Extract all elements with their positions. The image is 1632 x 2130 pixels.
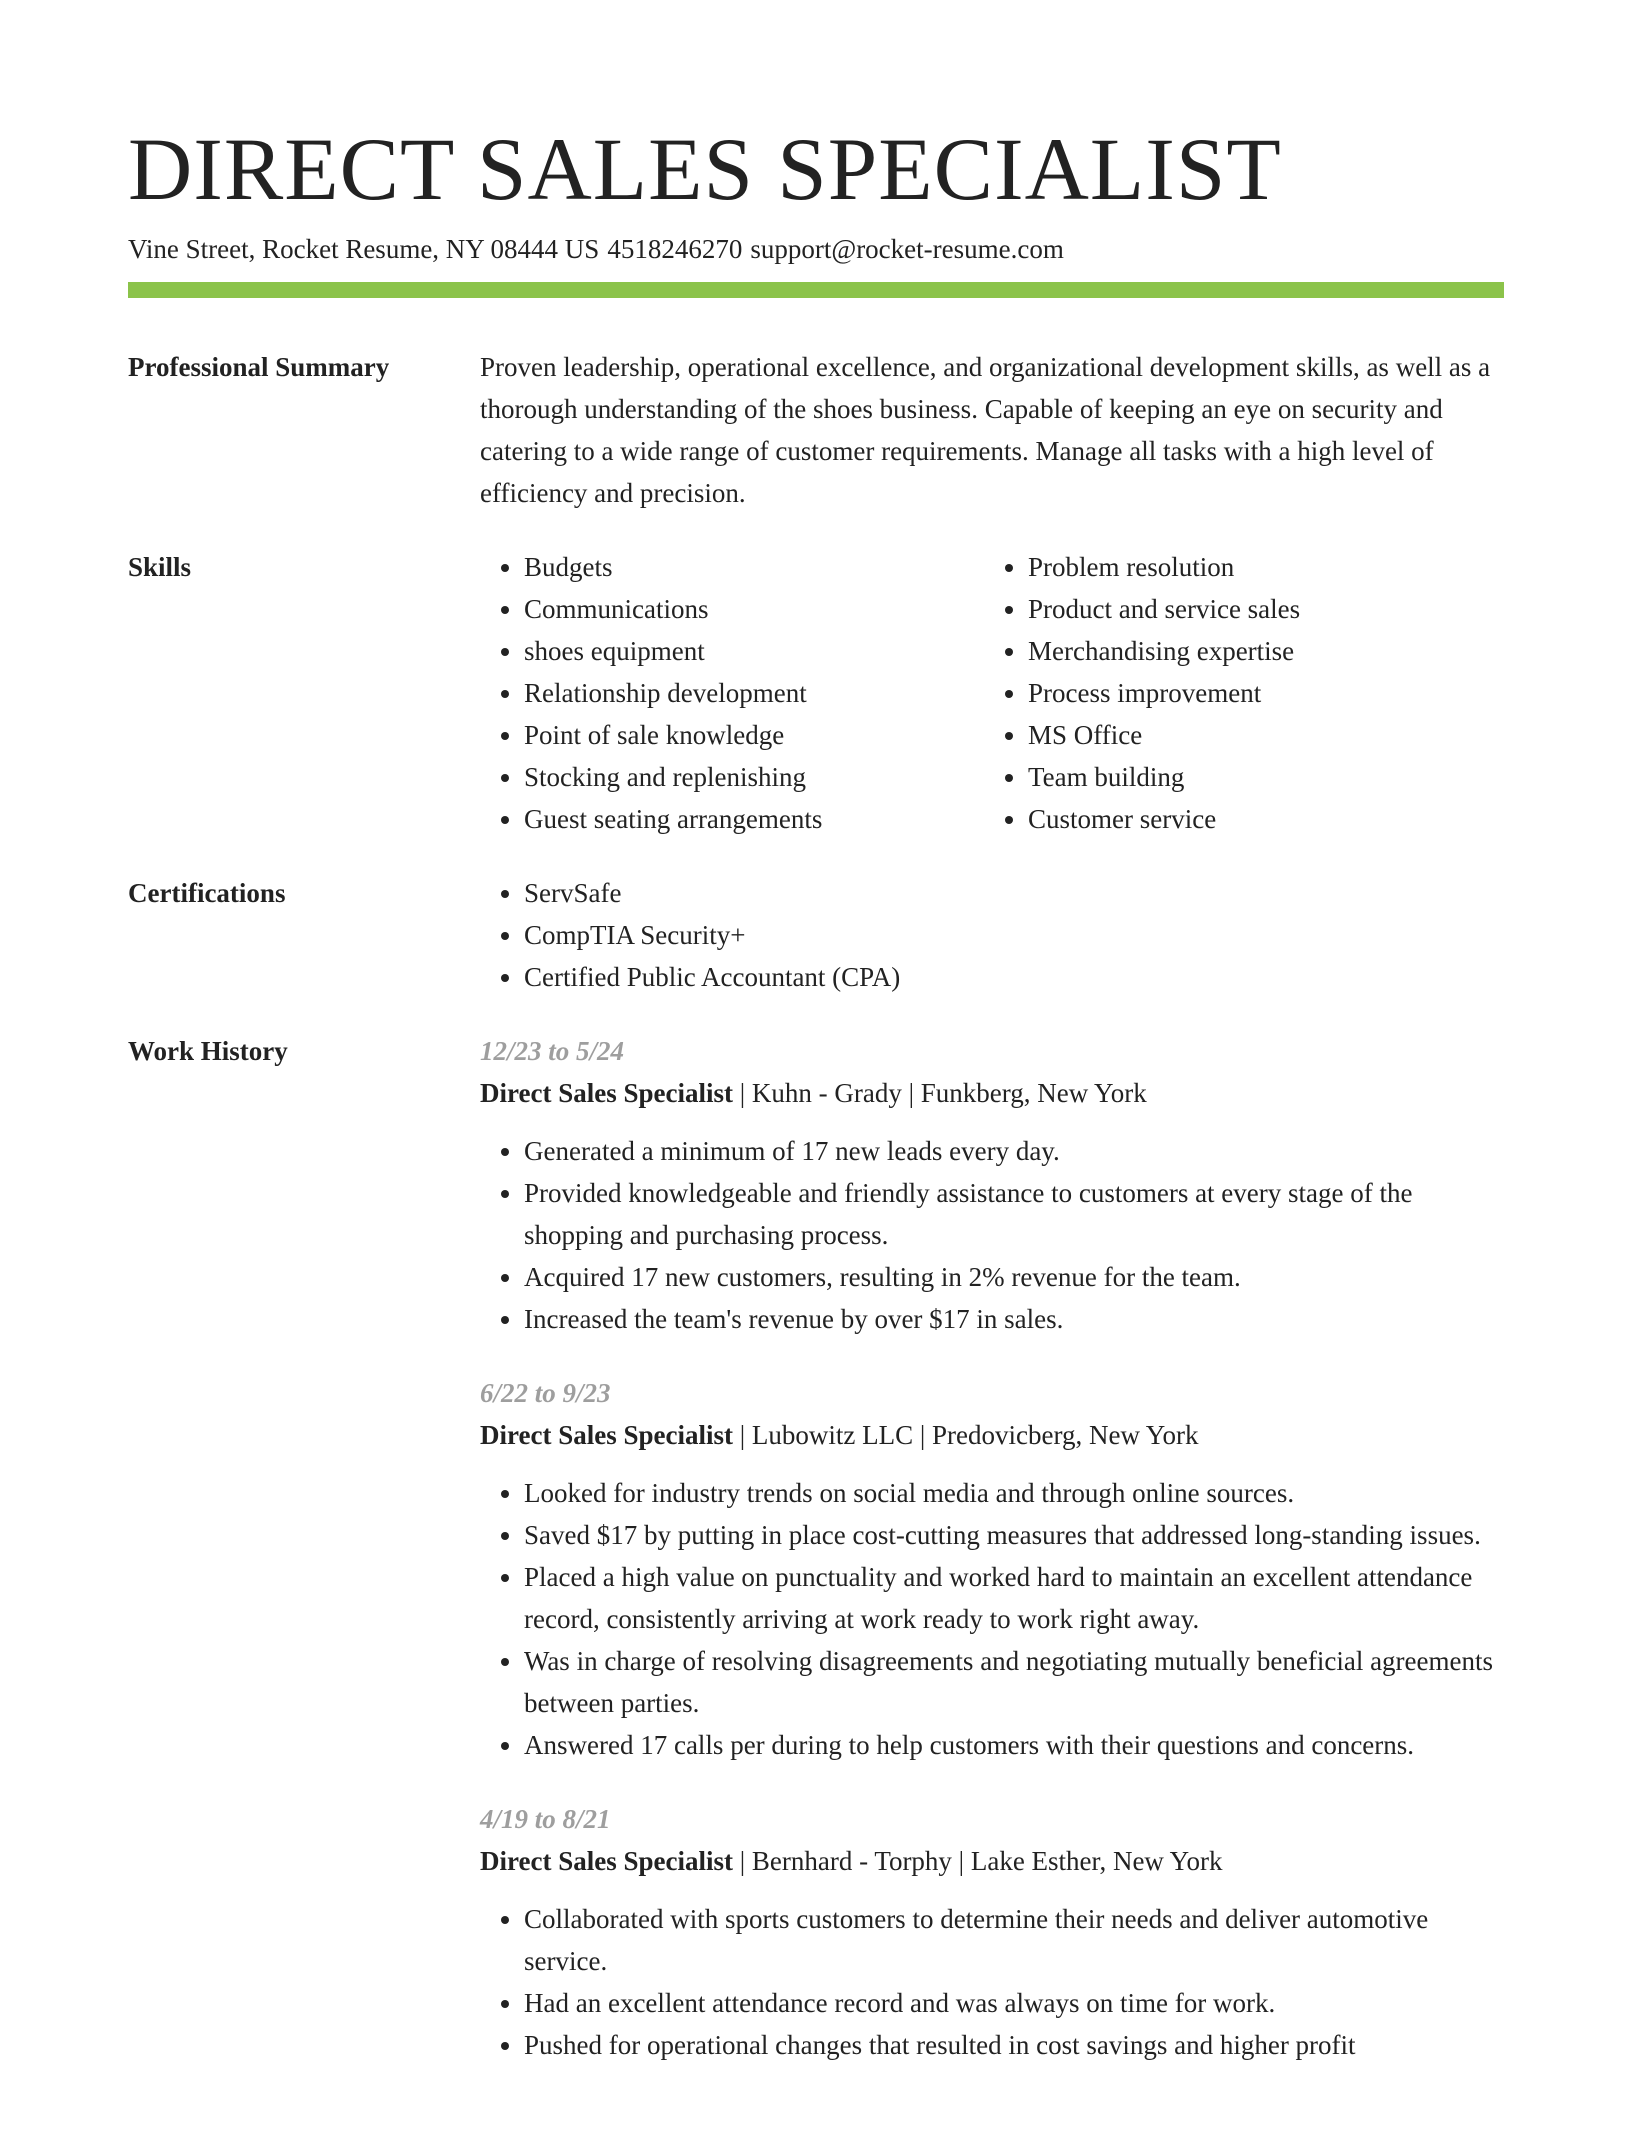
skill-item: • Problem resolution: [1028, 546, 1488, 588]
job-role: Direct Sales Specialist: [480, 1846, 733, 1876]
skills-list-right: [984, 546, 1488, 840]
skill-item: • MS Office: [1028, 714, 1488, 756]
certifications-section: [128, 872, 1504, 998]
skill-item: • Process improvement: [1028, 672, 1488, 714]
job-bullets: [480, 1130, 1504, 1340]
skill-item: • Stocking and replenishing: [524, 756, 984, 798]
job-entry: [480, 1030, 1504, 1340]
skill-item: • Team building: [1028, 756, 1488, 798]
contact-line: [128, 232, 1504, 266]
job-dates: 12/23 to 5/24: [480, 1036, 625, 1066]
job-heading: [480, 1072, 1504, 1114]
certification-item: • Certified Public Accountant (CPA): [524, 956, 1504, 998]
skill-item: • Merchandising expertise: [1028, 630, 1488, 672]
certifications-title: Certifications: [128, 878, 286, 908]
skill-item: • Guest seating arrangements: [524, 798, 984, 840]
skill-item: • shoes equipment: [524, 630, 984, 672]
job-heading: [480, 1840, 1504, 1882]
skill-item: • Product and service sales: [1028, 588, 1488, 630]
job-details: | Lubowitz LLC | Predovicberg, New York: [732, 1420, 1199, 1450]
job-dates: 6/22 to 9/23: [480, 1378, 611, 1408]
job-bullet: • Looked for industry trends on social media and through online sources.: [524, 1472, 1504, 1514]
job-bullet: • Saved $17 by putting in place cost-cutting measures that addressed long-standing issues.: [524, 1514, 1504, 1556]
job-bullet: • Answered 17 calls per during to help customers with their questions and concerns.: [524, 1724, 1504, 1766]
skills-section: [128, 546, 1504, 840]
job-bullet: • Had an excellent attendance record and was always on time for work.: [524, 1982, 1504, 2024]
skill-item: • Point of sale knowledge: [524, 714, 984, 756]
job-bullet: • Increased the team's revenue by over $17 in sales.: [524, 1298, 1504, 1340]
header-divider: [128, 282, 1504, 298]
job-dates: 4/19 to 8/21: [480, 1804, 611, 1834]
skill-item: • Budgets: [524, 546, 984, 588]
resume-page: [128, 120, 1504, 2130]
skill-item: • Communications: [524, 588, 984, 630]
job-entry: [480, 1372, 1504, 1766]
certification-item: • CompTIA Security+: [524, 914, 1504, 956]
job-bullet: • Was in charge of resolving disagreements and negotiating mutually beneficial agreements between parties.: [524, 1640, 1504, 1724]
job-bullet: • Generated a minimum of 17 new leads every day.: [524, 1130, 1504, 1172]
skills-title: Skills: [128, 552, 192, 582]
skills-list-left: [480, 546, 984, 840]
summary-section: [128, 346, 1504, 514]
job-bullet: • Provided knowledgeable and friendly assistance to customers at every stage of the shopping and purchasing process.: [524, 1172, 1504, 1256]
job-entry: [480, 1798, 1504, 2066]
job-bullets: [480, 1472, 1504, 1766]
skill-item: • Relationship development: [524, 672, 984, 714]
work-history-section: [128, 1030, 1504, 2098]
job-bullet: • Acquired 17 new customers, resulting in 2% revenue for the team.: [524, 1256, 1504, 1298]
contact-phone: 4518246270: [607, 234, 743, 264]
job-heading: [480, 1414, 1504, 1456]
job-role: Direct Sales Specialist: [480, 1078, 733, 1108]
job-bullet: • Collaborated with sports customers to determine their needs and deliver automotive service.: [524, 1898, 1504, 1982]
job-role: Direct Sales Specialist: [480, 1420, 733, 1450]
summary-title: Professional Summary: [128, 352, 390, 382]
certification-item: • ServSafe: [524, 872, 1504, 914]
job-bullets: [480, 1898, 1504, 2066]
skill-item: • Customer service: [1028, 798, 1488, 840]
contact-email: support@rocket-resume.com: [750, 234, 1064, 264]
summary-text: Proven leadership, operational excellence, and organizational development skills, as well as a thorough understanding of the shoes business. Capable of keeping an eye on security and catering to a wide range of customer requirements. Manage all tasks with a high level of efficiency and precision.: [480, 352, 1491, 508]
job-details: | Bernhard - Torphy | Lake Esther, New York: [732, 1846, 1223, 1876]
certifications-list: [480, 872, 1504, 998]
job-details: | Kuhn - Grady | Funkberg, New York: [732, 1078, 1147, 1108]
work-history-title: Work History: [128, 1036, 288, 1066]
job-bullet: • Pushed for operational changes that resulted in cost savings and higher profit: [524, 2024, 1504, 2066]
contact-address: Vine Street, Rocket Resume, NY 08444 US: [128, 234, 600, 264]
job-bullet: • Placed a high value on punctuality and worked hard to maintain an excellent attendance record, consistently arriving at work ready to work right away.: [524, 1556, 1504, 1640]
resume-name: DIRECT SALES SPECIALIST: [128, 121, 1282, 219]
